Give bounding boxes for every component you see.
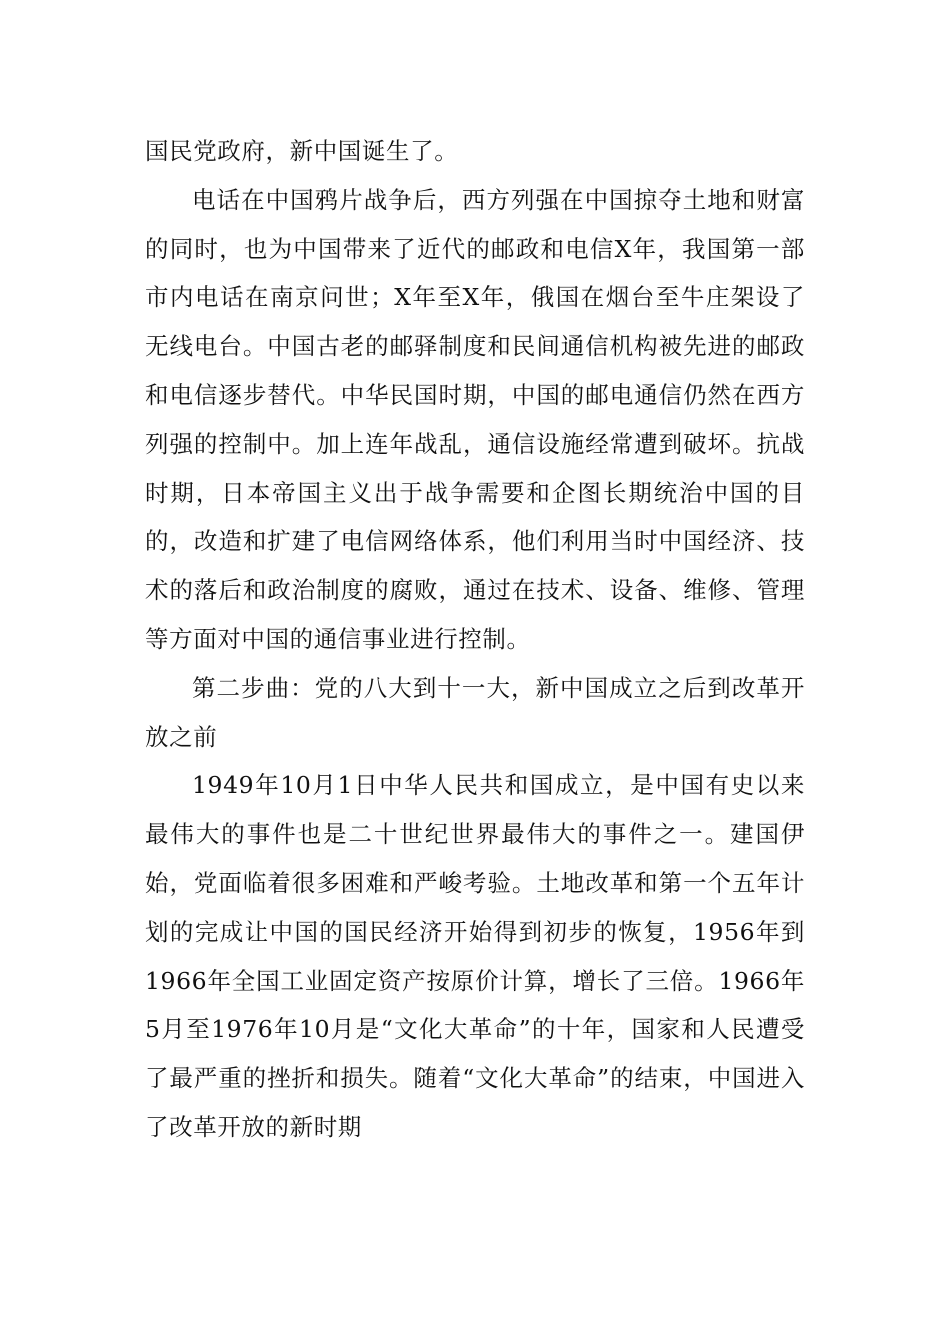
section-heading-second-step: 第二步曲：党的八大到十一大，新中国成立之后到改革开放之前 <box>145 673 805 751</box>
paragraph-prc-founding: 1949年10月1日中华人民共和国成立，是中国有史以来最伟大的事件也是二十世纪世界最伟大的事件之一。建国伊始，党面临着很多困难和严峻考验。土地改革和第一个五年计划的完成让中国的国民经济开始得到初步的恢复，1956年到1966年全国工业固定资产按原价计算，增长了三倍。1966年5月至1976年10月是“文化大革命”的十年，国家和人民遭受了最严重的挫折和损失。随着“文化大革命”的结束，中国进入了改革开放的新时期 <box>145 771 805 1141</box>
paragraph-telecom-history: 电话在中国鸦片战争后，西方列强在中国掠夺土地和财富的同时，也为中国带来了近代的邮政和电信X年，我国第一部市内电话在南京问世；X年至X年，俄国在烟台至牛庄架设了无线电台。中国古老的邮驿制度和民间通信机构被先进的邮政和电信逐步替代。中华民国时期，中国的邮电通信仍然在西方列强的控制中。加上连年战乱，通信设施经常遭到破坏。抗战时期，日本帝国主义出于战争需要和企图长期统治中国的目的，改造和扩建了电信网络体系，他们利用当时中国经济、技术的落后和政治制度的腐败，通过在技术、设备、维修、管理等方面对中国的通信事业进行控制。 <box>145 185 805 653</box>
document-body <box>145 127 805 1152</box>
paragraph-continuation: 国民党政府，新中国诞生了。 <box>145 137 459 165</box>
